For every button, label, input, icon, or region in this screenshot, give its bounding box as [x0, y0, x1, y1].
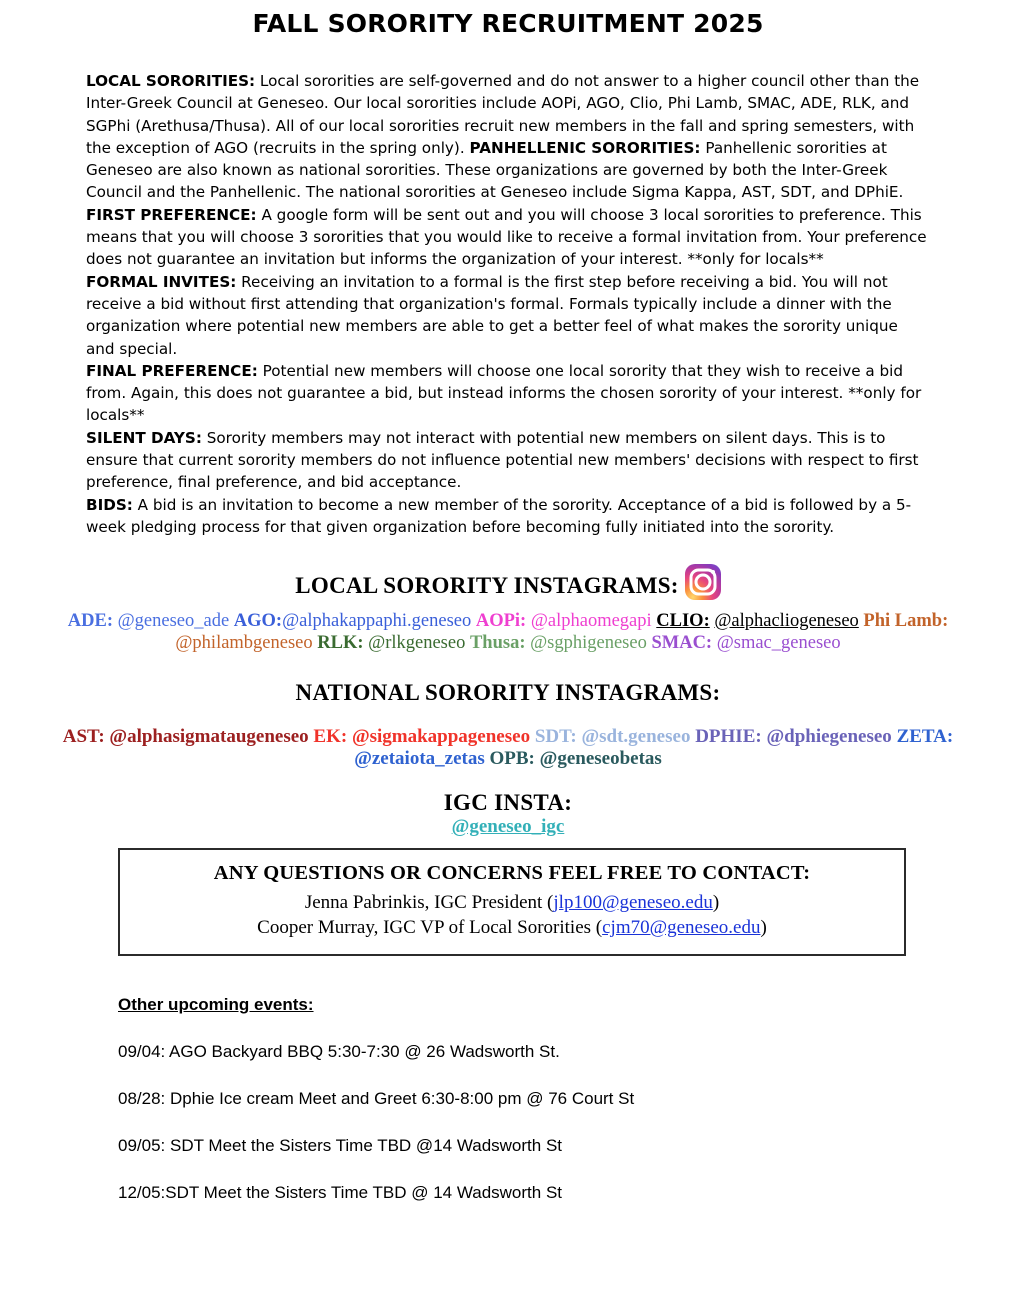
sorority-label: AOPi:	[475, 611, 527, 632]
sorority-label: AGO:	[233, 611, 283, 632]
national-instagrams-heading: NATIONAL SORORITY INSTAGRAMS:	[295, 680, 721, 706]
instagram-icon	[685, 564, 721, 600]
sorority-handle[interactable]: @alphaomegapi	[530, 611, 652, 632]
igc-handle[interactable]: @geneseo_igc	[451, 816, 565, 838]
email-link-vp[interactable]: cjm70@geneseo.edu	[602, 917, 761, 939]
sorority-label: SDT:	[534, 726, 577, 748]
paragraph-first-preference	[86, 204, 930, 271]
paragraph-text-bids: A bid is an invitation to become a new member of the sorority. Acceptance of a bid is followed by a 5-week pledging process for that given organization before becoming fully initiated into the sorority.	[86, 495, 912, 536]
sorority-handle[interactable]: @sigmakappageneseo	[351, 726, 531, 748]
paragraph-text-panhellenic: Panhellenic sororities at Geneseo are also known as national sororities. These organizations are governed by both the Inter-Greek Council and the Panhellenic. The national sororities at Geneseo include Sigma Kappa, AST, SDT, and DPhiE.	[86, 138, 904, 202]
events-heading: Other upcoming events:	[118, 995, 314, 1015]
paragraph-local-sororities	[86, 70, 930, 204]
contact-name-president: Jenna Pabrinkis, IGC President (	[304, 892, 554, 914]
local-instagrams-heading-text: LOCAL SORORITY INSTAGRAMS:	[295, 573, 679, 599]
upcoming-events-section	[118, 995, 1016, 1203]
paragraph-label-first-preference: FIRST PREFERENCE:	[86, 205, 257, 224]
contact-close-paren-vp: )	[760, 917, 767, 939]
event-item: 12/05:SDT Meet the Sisters Time TBD @ 14 Wadsworth St	[118, 1183, 563, 1203]
contact-close-paren-president: )	[712, 892, 720, 914]
sorority-label: EK:	[313, 726, 348, 748]
contact-line-vp	[130, 915, 894, 940]
contact-name-vp: Cooper Murray, IGC VP of Local Sororities (	[257, 917, 603, 939]
info-paragraphs	[86, 70, 930, 538]
paragraph-text-formal-invites: Receiving an invitation to a formal is the first step before receiving a bid. You will not receive a bid without first attending that organization's formal. Formals typically include a dinner with the organization where potential new members are able to get a better feel of what makes the sorority unique and special.	[86, 272, 898, 358]
sorority-label: DPHIE:	[695, 726, 762, 748]
paragraph-bids	[86, 494, 930, 539]
sorority-handle[interactable]: @zetaiota_zetas	[354, 748, 485, 770]
sorority-label: Thusa:	[469, 633, 526, 654]
sorority-label: AST:	[62, 726, 105, 748]
local-instagrams-heading	[0, 564, 1016, 600]
sorority-handle[interactable]: @geneseobetas	[539, 748, 662, 770]
sorority-handle[interactable]: @smac_geneseo	[716, 633, 841, 654]
local-instagram-list	[0, 610, 1016, 654]
paragraph-text-silent-days: Sorority members may not interact with potential new members on silent days. This is to ensure that current sorority members do not influence potential new members' decisions with respect to first preference, final preference, and bid acceptance.	[86, 428, 919, 492]
sorority-handle[interactable]: @alphakappaphi.geneseo	[282, 611, 472, 632]
contact-line-president	[130, 890, 894, 915]
sorority-handle[interactable]: @rlkgeneseo	[368, 633, 466, 654]
event-item: 09/04: AGO Backyard BBQ 5:30-7:30 @ 26 Wadsworth St.	[118, 1042, 560, 1062]
igc-handle-line	[0, 816, 1016, 838]
event-item: 09/05: SDT Meet the Sisters Time TBD @14 Wadsworth St	[118, 1136, 563, 1156]
page-title: FALL SORORITY RECRUITMENT 2025	[252, 9, 764, 38]
sorority-handle[interactable]: @sdt.geneseo	[581, 726, 691, 748]
paragraph-text-final-preference: Potential new members will choose one local sorority that they wish to receive a bid from. Again, this does not guarantee a bid, but instead informs the chosen sorority of your interest. **only for locals**	[86, 361, 922, 425]
event-item: 08/28: Dphie Ice cream Meet and Greet 6:30-8:00 pm @ 76 Court St	[118, 1089, 635, 1109]
sorority-label: OPB:	[489, 748, 535, 770]
paragraph-label-silent-days: SILENT DAYS:	[86, 428, 202, 447]
sorority-handle[interactable]: @sgphigeneseo	[530, 633, 647, 654]
paragraph-label-bids: BIDS:	[86, 495, 133, 514]
sorority-label: CLIO:	[656, 611, 710, 632]
sorority-handle[interactable]: @dphiegeneseo	[766, 726, 892, 748]
sorority-label: SMAC:	[651, 633, 713, 654]
paragraph-formal-invites	[86, 271, 930, 360]
paragraph-silent-days	[86, 427, 930, 494]
email-link-president[interactable]: jlp100@geneseo.edu	[553, 892, 713, 914]
igc-insta-heading: IGC INSTA:	[443, 790, 573, 816]
sorority-handle[interactable]: @philambgeneseo	[175, 633, 313, 654]
sorority-label: Phi Lamb:	[863, 611, 949, 632]
paragraph-label-formal-invites: FORMAL INVITES:	[86, 272, 237, 291]
sorority-handle[interactable]: @alphacliogeneseo	[714, 611, 859, 632]
paragraph-label-local: LOCAL SORORITIES:	[86, 72, 256, 90]
paragraph-label-final-preference: FINAL PREFERENCE:	[86, 361, 258, 380]
sorority-label: ZETA:	[896, 726, 954, 748]
sorority-label: ADE:	[67, 611, 113, 632]
paragraph-text-first-preference: A google form will be sent out and you will choose 3 local sororities to preference. This means that you will choose 3 sororities that you would like to receive a formal invitation from. Your preference does not guarantee an invitation but informs the organization of your interest. **only for locals**	[86, 205, 927, 269]
contact-box	[118, 848, 906, 956]
national-instagram-list	[0, 726, 1016, 770]
sorority-label: RLK:	[317, 633, 364, 654]
sorority-handle[interactable]: @alphasigmataugeneseo	[109, 726, 309, 748]
paragraph-label-panhellenic: PANHELLENIC SORORITIES:	[469, 138, 701, 157]
paragraph-text-local: Local sororities are self-governed and do not answer to a higher council other than the Inter-Greek Council at Geneseo. Our local sororities include AOPi, AGO, Clio, Phi Lamb, SMAC, ADE, RLK, and SGPhi (Arethusa/Thusa). All of our local sororities recruit new members in the fall and spring semesters, with the exception of AGO (recruits in the spring only).	[86, 72, 920, 157]
paragraph-final-preference	[86, 360, 930, 427]
sorority-handle[interactable]: @geneseo_ade	[117, 611, 230, 632]
contact-box-title: ANY QUESTIONS OR CONCERNS FEEL FREE TO CONTACT:	[213, 862, 811, 885]
